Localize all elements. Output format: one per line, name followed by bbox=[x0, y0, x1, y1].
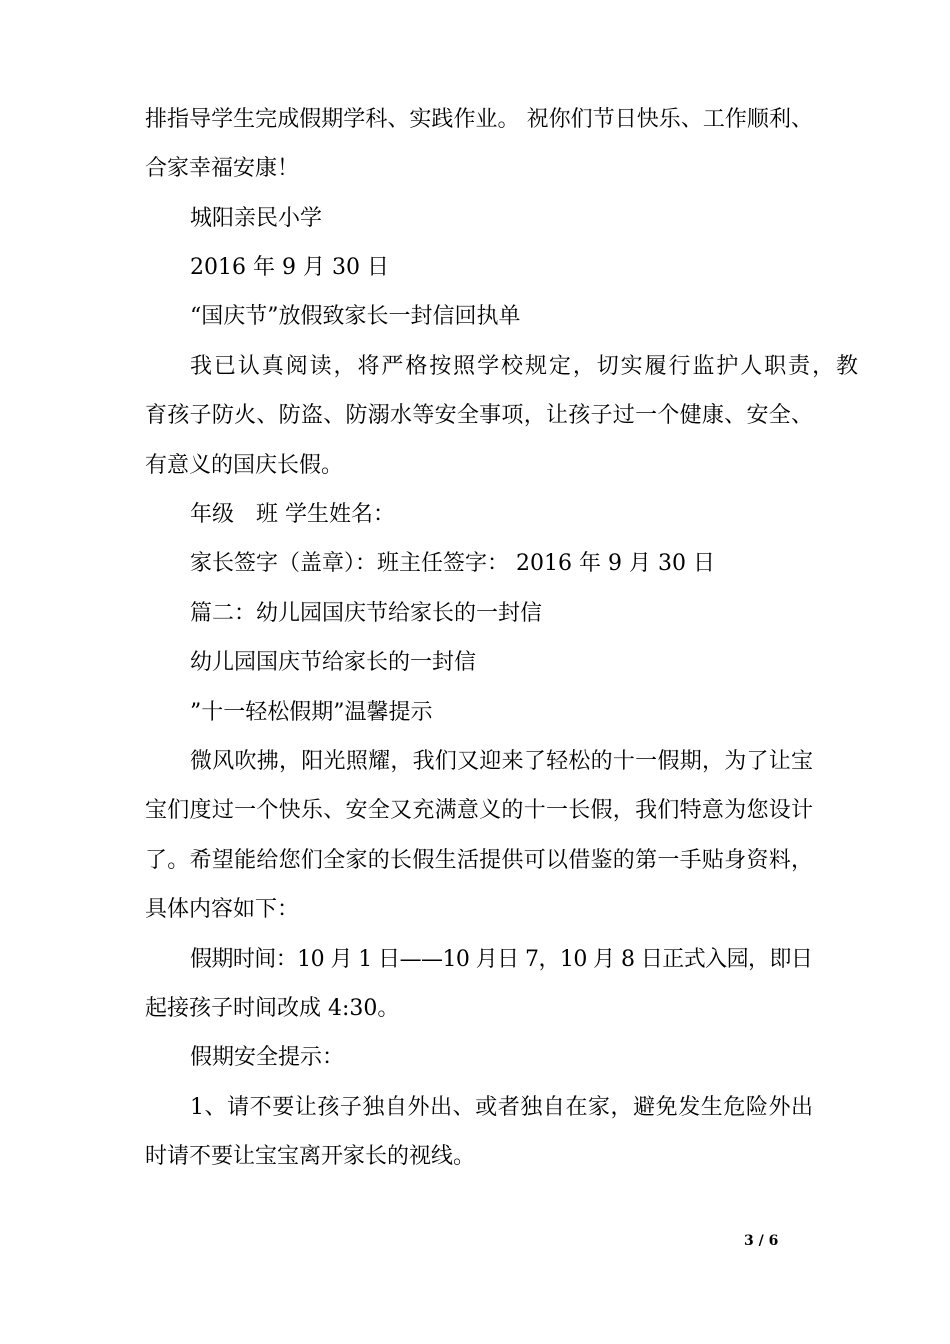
text-line: 家长签字（盖章）：班主任签字： 2016 年 9 月 30 日 bbox=[190, 551, 715, 576]
text-line: 育孩子防火、防盗、防溺水等安全事项，让孩子过一个健康、安全、 bbox=[145, 403, 814, 428]
text-line: 年级 班 学生姓名： bbox=[190, 502, 395, 527]
text-line: 我已认真阅读，将严格按照学校规定，切实履行监护人职责，教 bbox=[190, 354, 860, 379]
text-line: 微风吹拂，阳光照耀，我们又迎来了轻松的十一假期，为了让宝 bbox=[190, 749, 814, 774]
text-line: 排指导学生完成假期学科、实践作业。 祝你们节日快乐、工作顺利、 bbox=[145, 107, 814, 132]
text-line: 具体内容如下： bbox=[145, 897, 300, 922]
text-line: 假期时间：10 月 1 日——10 月日 7，10 月 8 日正式入园，即日 bbox=[190, 947, 813, 972]
text-line: 了。希望能给您们全家的长假生活提供可以借鉴的第一手贴身资料， bbox=[145, 848, 814, 873]
text-line: 起接孩子时间改成 4:30。 bbox=[145, 996, 400, 1021]
text-line: 假期安全提示： bbox=[190, 1045, 345, 1070]
text-line: ”十一轻松假期”温馨提示 bbox=[190, 700, 433, 725]
text-line: 城阳亲民小学 bbox=[190, 206, 323, 231]
text-line: 1、请不要让孩子独自外出、或者独自在家，避免发生危险外出 bbox=[190, 1095, 814, 1120]
text-line: 篇二：幼儿园国庆节给家长的一封信 bbox=[190, 601, 543, 626]
text-line: 宝们度过一个快乐、安全又充满意义的十一长假，我们特意为您设计 bbox=[145, 798, 814, 823]
page-number: 3 / 6 bbox=[744, 1233, 779, 1249]
text-line: 合家幸福安康！ bbox=[145, 156, 300, 181]
text-line: 幼儿园国庆节给家长的一封信 bbox=[190, 650, 477, 675]
text-line: “国庆节”放假致家长一封信回执单 bbox=[190, 304, 521, 329]
text-line: 2016 年 9 月 30 日 bbox=[190, 255, 389, 280]
text-line: 时请不要让宝宝离开家长的视线。 bbox=[145, 1144, 476, 1169]
text-line: 有意义的国庆长假。 bbox=[145, 453, 344, 478]
